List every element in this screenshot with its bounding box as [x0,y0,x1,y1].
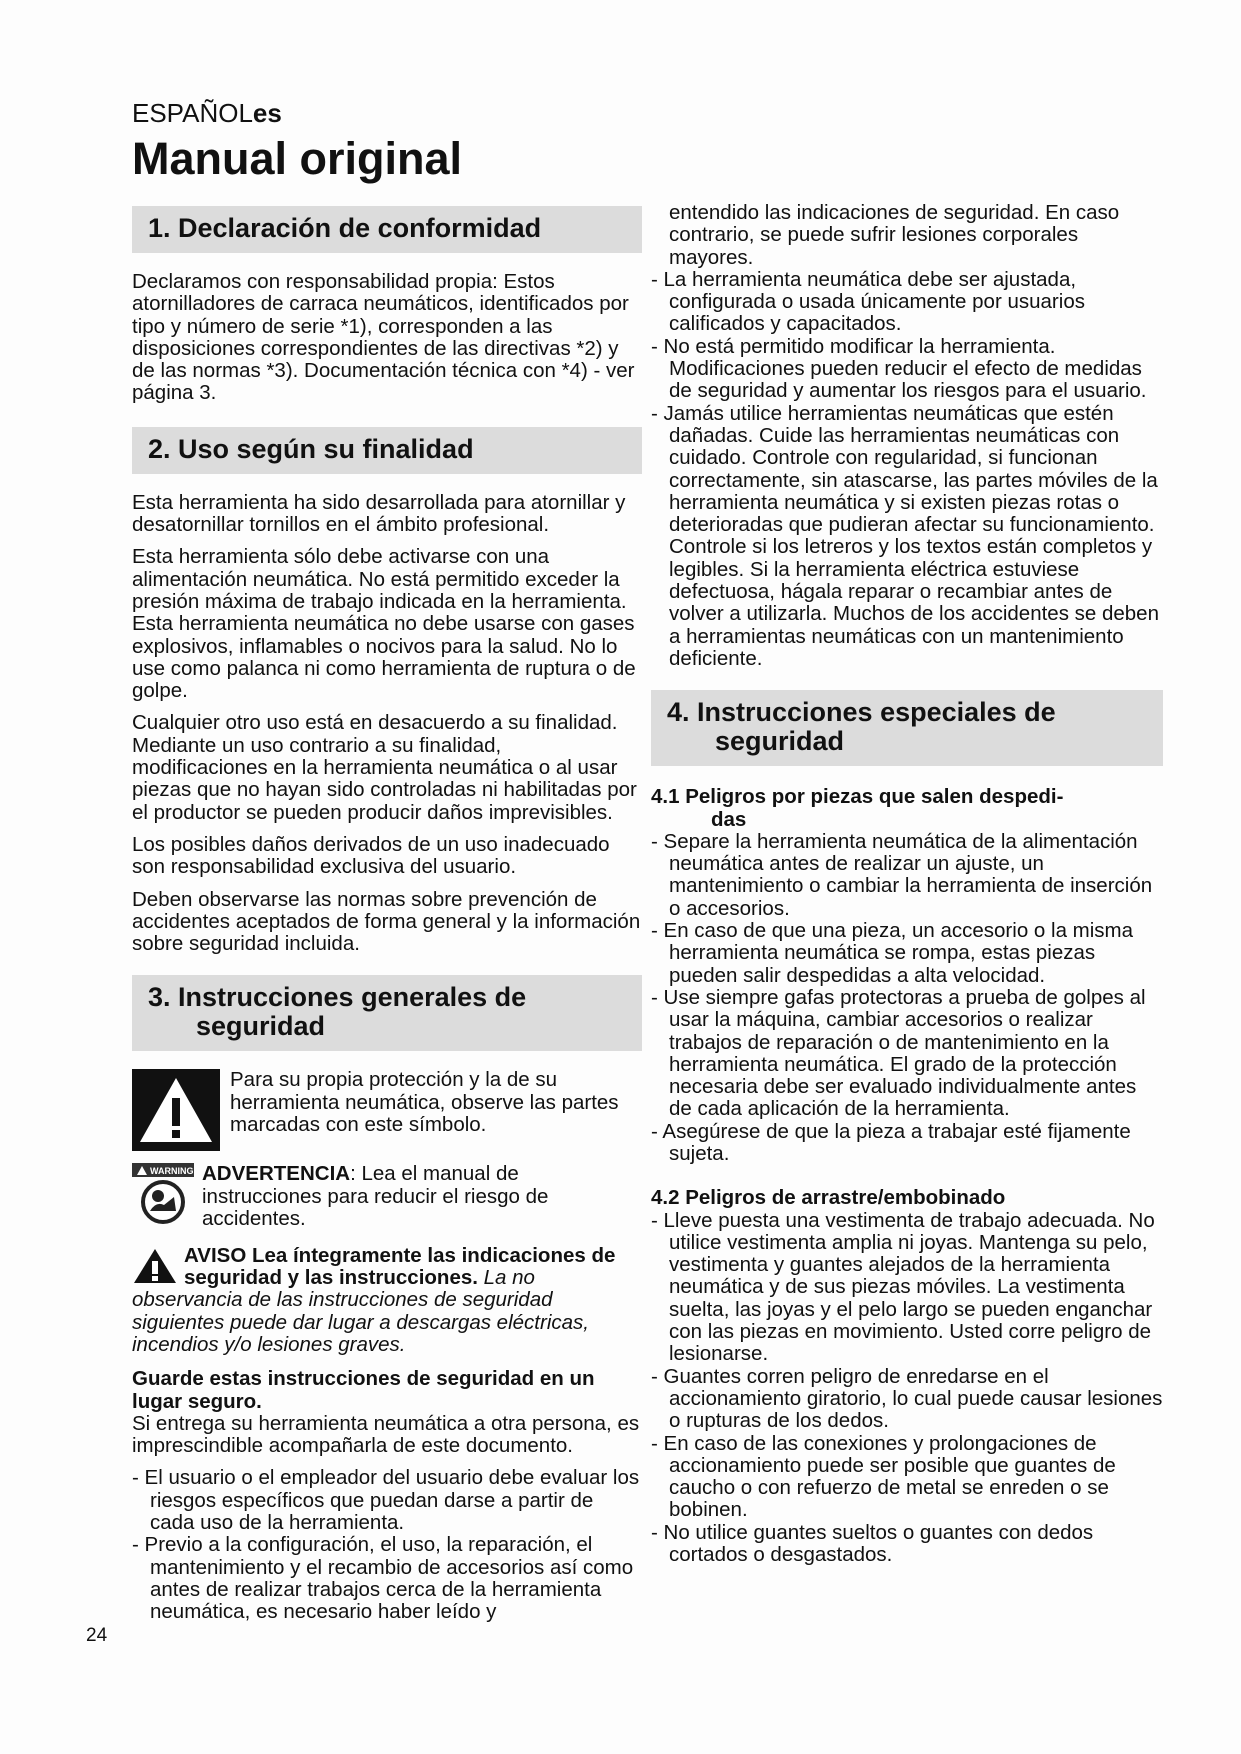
section-2-p4: Los posibles daños derivados de un uso inadecuado son responsabilidad exclusiva del usuario. [132,832,610,879]
list-item: - Asegúrese de que la pieza a trabajar esté fijamente sujeta. [651,1119,1131,1165]
right-column [651,202,1163,1566]
list-item: - Use siempre gafas protectoras a prueba de golpes al usar la máquina, cambiar accesorios o realizar trabajos de reparación o de mantenimiento en la herramienta neumática. El grado de la protección necesaria debe ser evaluado individualmente antes de cada aplicación de la herramienta. [651,985,1146,1121]
list-item: - Lleve puesta una vestimenta de trabajo adecuada. No utilice vestimenta amplia ni joyas. Mantenga su pelo, vestimenta y guantes alejados de la herramienta neumática y de sus piezas móviles. La vestimenta suelta, las joyas y el pelo largo se pueden enganchar con las piezas en movimiento. Usted corre peligro de lesionarse. [651,1208,1155,1366]
section-3-continuation: entendido las indicaciones de seguridad. En caso contrario, se puede sufrir lesiones corporales mayores. [669,201,1120,269]
list-item: - Jamás utilice herramientas neumáticas que estén dañadas. Cuide las herramientas neumáticas con cuidado. Controle con regularidad, si funcionan correctamente, sin atascarse, las partes móviles de la herramienta neumática y si existen piezas rotas o deterioradas que pudieran afectar su funcionamiento. Controle si los letreros y los textos están completos y legibles. Si la herramienta eléctrica estuviese defectuosa, hágala reparar o recambiar antes de volver a utilizarla. Muchos de los accidentes se deben a herramientas neumáticas con un mantenimiento deficiente. [651,401,1159,670]
list-item: - Guantes corren peligro de enredarse en el accionamiento giratorio, lo cual puede causar lesiones o rupturas de los dedos. [651,1364,1163,1433]
warning-triangle-icon [132,1069,220,1151]
page-number: 24 [86,1625,108,1646]
section-4-heading: 4. Instrucciones especiales de seguridad [651,690,1163,766]
language-code: es [252,98,282,128]
aviso-italic-text: La no observancia de las instrucciones de seguridad siguientes puede dar lugar a descargas eléctricas, incendios y/o lesiones graves. [132,1266,589,1356]
section-3-list-left [132,1467,642,1623]
section-3-list-right [651,269,1163,670]
section-2-p3: Cualquier otro uso está en desacuerdo a su finalidad. Mediante un uso contrario a su finalidad, modificaciones en la herramienta neumática o al usar piezas que no hayan sido controladas ni habilitadas por el productor se pueden producir daños imprevisibles. [132,711,637,824]
list-item: - No está permitido modificar la herramienta. Modificaciones pueden reducir el efecto de medidas de seguridad y aumentar los riesgos para el usuario. [651,334,1147,403]
guarde-text: Si entrega su herramienta neumática a otra persona, es imprescindible acompañarla de este documento. [132,1411,640,1458]
aviso-note [132,1245,642,1356]
read-manual-icon [132,1163,194,1230]
advertencia-text: : Lea el manual de instrucciones para reducir el riesgo de accidentes. [202,1162,549,1231]
advertencia-label: ADVERTENCIA [202,1162,351,1186]
subsection-4-2-heading: 4.2 Peligros de arrastre/embobinado [651,1186,1006,1210]
section-3-heading: 3. Instrucciones generales de seguridad [132,975,642,1051]
list-item: - En caso de que una pieza, un accesorio o la misma herramienta neumática se rompa, estas piezas pueden salir despedidas a alta velocidad. [651,919,1134,987]
language-label: ESPAÑOLes [132,98,282,128]
list-item: - En caso de las conexiones y prolongaciones de accionamiento puede ser posible que guantes de caucho o con refuerzo de metal se enreden o se bobinen. [651,1431,1116,1522]
section-1-text: Declaramos con responsabilidad propia: Estos atornilladores de carraca neumáticos, identificados por tipo y número de serie *1), corresponden a las disposiciones correspondientes de las directivas *2) y de las normas *3). Documentación técnica con *4) - ver página 3. [132,270,635,405]
page-title: Manual original [132,133,463,184]
list-item: - El usuario o el empleador del usuario debe evaluar los riesgos específicos que puedan darse a partir de cada uso de la herramienta. [132,1466,640,1534]
warning-badge-text: WARNING [150,1166,194,1177]
subsection-4-1-heading: 4.1 Peligros por piezas que salen despedi- das [651,785,1064,831]
aviso-bold-text: AVISO Lea íntegramente las indicaciones de seguridad y las instrucciones. [184,1243,616,1290]
section-2-heading: 2. Uso según su finalidad [132,427,642,474]
list-item: - Previo a la configuración, el uso, la reparación, el mantenimiento y el recambio de accesorios así como antes de realizar trabajos cerca de la herramienta neumática, es necesario haber leído y [132,1533,634,1624]
list-item: - Separe la herramienta neumática de la alimentación neumática antes de realizar un ajuste, un mantenimiento o cambiar la herramienta de inserción o accesorios. [651,829,1153,920]
left-column [132,206,642,1623]
safety-symbol-text: Para su propia protección y la de su herramienta neumática, observe las partes marcadas con este símbolo. [230,1068,619,1137]
advertencia-note [132,1163,642,1230]
list-item: - No utilice guantes sueltos o guantes con dedos cortados o desgastados. [651,1520,1094,1567]
section-2-p2: Esta herramienta sólo debe activarse con una alimentación neumática. No está permitido exceder la presión máxima de trabajo indicada en la herramienta. Esta herramienta neumática no debe usarse con gases explosivos, inflamables o nocivos para la salud. No lo use como palanca ni como herramienta de ruptura o de golpe. [132,545,636,703]
guarde-heading: Guarde estas instrucciones de seguridad en un lugar seguro. [132,1367,595,1413]
subsection-4-2-list [651,1210,1163,1567]
safety-symbol-note [132,1069,642,1151]
list-item: - La herramienta neumática debe ser ajustada, configurada o usada únicamente por usuarios calificados y capacitados. [651,267,1085,336]
section-2-p1: Esta herramienta ha sido desarrollada para atornillar y desatornillar tornillos en el ámbito profesional. [132,490,626,537]
aviso-triangle-icon [132,1247,178,1285]
subsection-4-1-list [651,831,1163,1165]
section-1-heading: 1. Declaración de conformidad [132,206,642,253]
section-2-p5: Deben observarse las normas sobre prevención de accidentes aceptados de forma general y la información sobre seguridad incluida. [132,887,641,956]
